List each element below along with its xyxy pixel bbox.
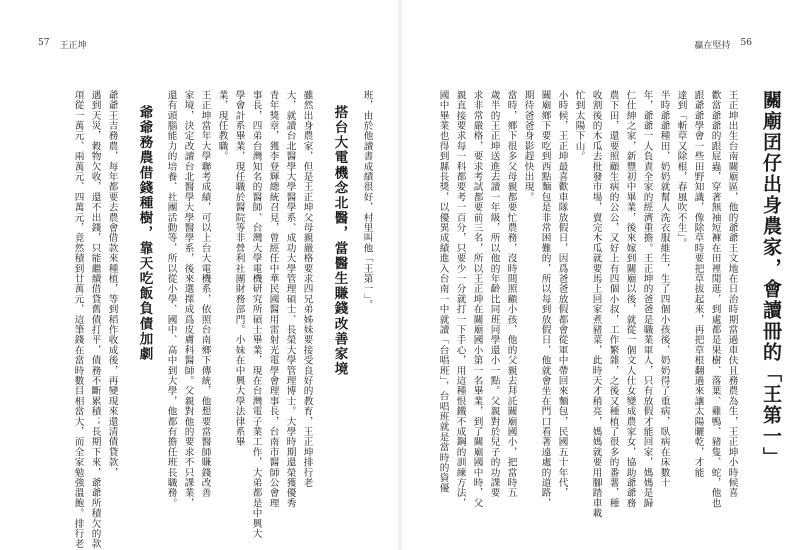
body-text-column: 青年獎章，獲李登輝總統召見，曾經任中華民國醫用雷射光電學會理事長，台南市醫師公會理 [267,90,279,509]
body-text-column: 仁仕紳之家，新豐初中畢業，後來嫁到關廟以後，就從一個文人仕女變成農家女，協助爺爺務 [624,90,636,509]
section-heading: 爺爺務農借錢種樹，靠天吃飯負債加劇 [136,105,153,362]
body-text-column: 歡當爺爺的跟屁蟲，穿著無袖短褲在田裡閒逛，到處都是果樹、落葉、雞鴨、豬隻、蛇，他也 [709,90,721,509]
left-header-author: 王正坤 [59,41,87,51]
body-text-column: 關廟鄉下要吃到西點麵包是非常困難的，所以每到放假日，他就會坐在門口看著遠處的道路， [539,90,551,509]
body-text-column: 小時候，王正坤最喜歡車隊放假日，因爲爸爸放假都會從軍中帶回來麵包，民國五十年代， [556,90,568,498]
body-text-column: 業，現任教職。 [216,90,228,162]
body-text-column: 事長，四弟台灣知名的醫師、台灣大學電機研究所碩士畢業，現在台灣電子業工作，大弟都是中興大 [250,90,262,539]
section-title: 關廟囝仔出身農家，會讀冊的「王第一」 [760,90,782,468]
body-text-column: 學會計系畢業，現任職於醫院等非營利社團財務部門。小妹在中興大學法律系畢 [233,90,245,447]
body-text-column: 項從一萬元、兩萬元、四萬元，竟然積到廿萬元，這筆錢在當時數目相當大，而全家勉強溫飽。排行老 [72,90,84,549]
right-page-header [695,38,752,51]
left-page [0,0,399,550]
left-page-header [38,38,86,51]
body-text-column: 國中畢業也得到縣長獎，以優異成績進入台南一中就讀「台唱班」，台唱班就是當時的資優 [437,90,449,494]
body-text-column: 當時，鄉下很多父母親都要忙農務，沒時間照顧小孩，他的父親去拜託關廟國小，把當時五 [505,90,517,498]
right-page-number: 56 [740,38,752,48]
body-text-column: 跟爺爺學會一些田野知識，像除草時要把草拔起來，再把草根翻過來讓太陽曬乾，才能 [692,90,704,478]
body-text-column: 大，就讀台北醫學大學醫學系、成功大學管理碩士、長榮大學管理博士。大學時期還榮獲優秀 [284,90,296,509]
body-text-column: 親直接要求每一科都要考一百分，只要少一分就打一下手心，用這種恨鐵不成鋼的訓練方法， [454,90,466,509]
body-text-column: 爺爺王吉務農，每年都要去農會借款來種植，等到稻作收成後，再變現來還清債貸款， [106,90,118,478]
body-text-column: 收割後的木瓜去批發市場，賣完木瓜就要馬上回家煮豬菜，此時天才稍亮，媽媽就要用腳踏車載 [590,90,602,519]
body-text-column: 王正坤出生台南關廟區，他的爺爺王文地在日治時期當過車伕且務農為生，王正坤小時候喜 [726,90,738,498]
body-text-column: 農下田，還要照顧生病的公公，又好上有四個小叔，工作繁雜，之後又種植了很多的番薯，種 [607,90,619,509]
body-text-column: 期待爸爸身影趕快出現。 [522,90,534,203]
body-text-column: 家境，決定改讀台北醫學大學醫學系，後來選擇成爲皮膚科醫師。父親對他的要求不只課業， [182,90,194,509]
body-text-column: 忙到太陽下山。 [573,90,585,162]
body-text-column: 還有頭腦能力的培養、社團活動等，所以從小學、國中、高中到大學，他都有擔任班長職務。 [165,90,177,509]
body-text-column: 歲半的王正坤送進去讀一年級，所以他的年齡比同班同學還小一點。父親對於兒子的功課要 [488,90,500,498]
section-heading: 搭台大電機念北醫，當醫生賺錢改善家境 [331,105,348,377]
body-text-column: 雖然出身農家，但是王正坤父母親嚴格要求四兄弟姊妹要接受良好的教育，王正坤排行老 [301,90,313,488]
right-page [401,0,800,550]
body-text-column: 半時爺爺種田，奶奶就幫人洗衣服維生，生了四個小孩後，奶奶得了重病，臥病在床數十 [658,90,670,488]
left-page-number: 57 [38,38,50,48]
body-text-column: 年，爺爺一人負責全家的經濟重擔。王正坤的爸爸是職業軍人，只有放假才能回家，媽媽是歸 [641,90,653,509]
body-text-column: 求非常嚴格，要求考試都要前三名，所以王正坤在關廟國小第一名畢業，到了關廟國中時，父 [471,90,483,509]
body-text-column: 遇到天災，穀物欠收，還不出錢，只能繼續借貸舊債打平，債務不斷累積；長期下來，爺爺所積欠的款 [89,90,101,549]
body-text-column: 班，由於他讀書成績很好，村里叫他「王第一」。 [361,90,373,310]
right-header-book-title: 贏在堅持 [694,41,731,51]
body-text-column: 王正坤當年大學聯考成績，可以上台大電機系，依照台南鄉下傳統，他想要當醫師賺錢改善 [199,90,211,498]
body-text-column: 達到「斬草又除根，春風吹不生」。 [675,90,687,249]
